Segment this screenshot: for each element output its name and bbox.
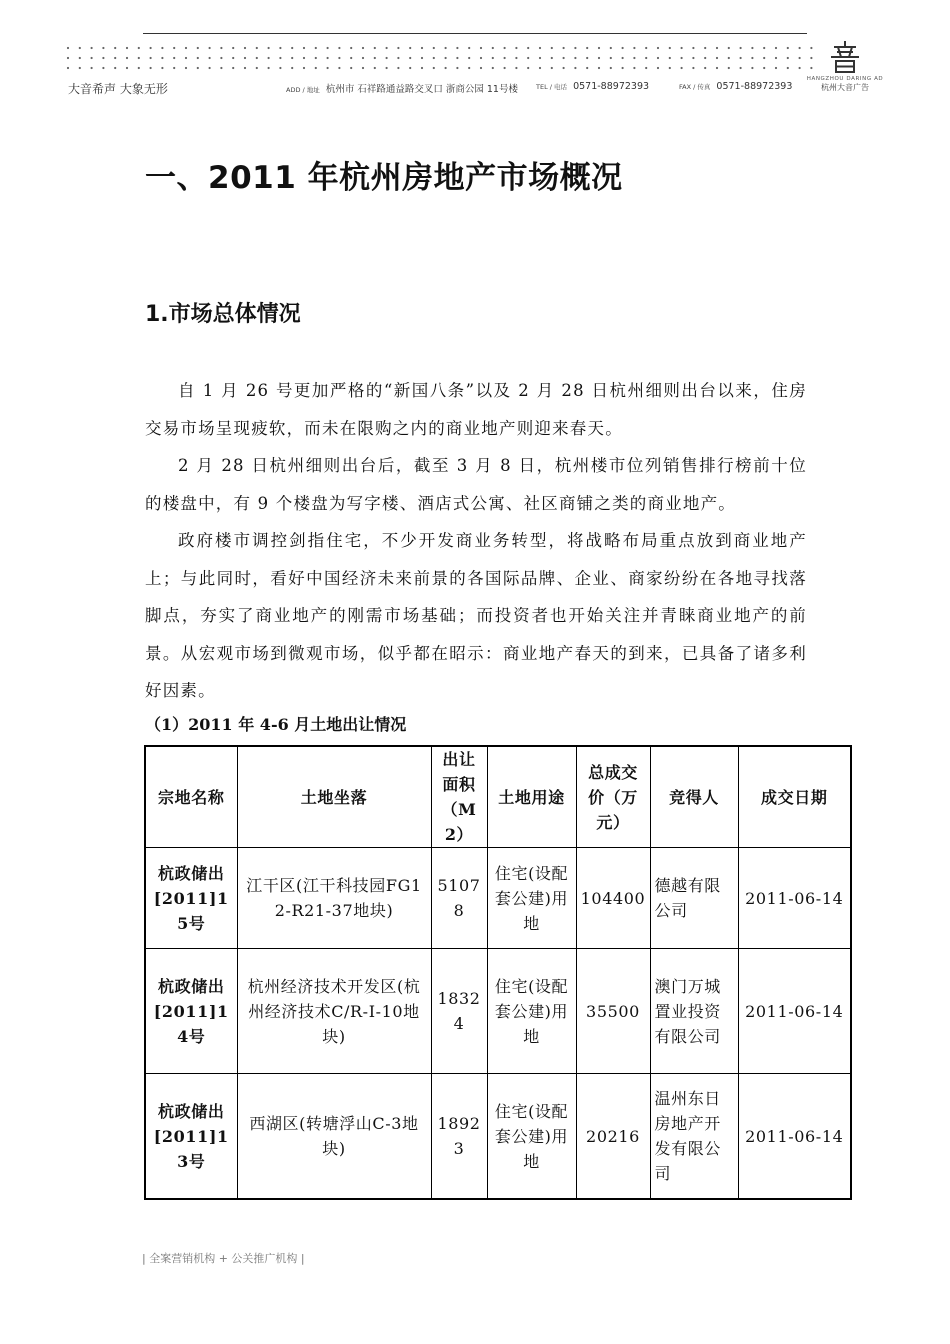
tel-number: 0571-88972393 [573,81,650,92]
cell-location: 西湖区(转塘浮山C-3地块) [237,1074,431,1200]
cell-date: 2011-06-14 [738,949,851,1074]
address-label: ADD / 地址 [286,86,320,94]
column-header: 总成交价（万元） [576,746,650,848]
cell-area: 51078 [431,848,487,949]
cell-parcel-code: 杭政储出[2011]13号 [145,1074,237,1200]
fax-label: FAX / 传真 [679,83,711,91]
header-address [286,81,518,95]
table-header-row [145,746,851,848]
cell-use: 住宅(设配套公建)用地 [487,1074,576,1200]
paragraph: 自 1 月 26 号更加严格的“新国八条”以及 2 月 28 日杭州细则出台以来，住房交易市场呈现疲软，而未在限购之内的商业地产则迎来春天。 [145,381,807,438]
tel-label: TEL / 电话 [536,83,568,91]
logo-chinese-name: 杭州大音广告 [821,83,869,92]
cell-use: 住宅(设配套公建)用地 [487,949,576,1074]
header-fax [679,81,792,92]
cell-winner: 澳门万城置业投资有限公司 [650,949,738,1074]
header-tel [536,81,649,92]
cell-location: 江干区(江干科技园FG12-R21-37地块) [237,848,431,949]
section-heading: 1.市场总体情况 [145,302,301,327]
column-header: 土地用途 [487,746,576,848]
paragraph: 政府楼市调控剑指住宅，不少开发商业务转型，将战略布局重点放到商业地产上；与此同时，看好中国经济未来前景的各国际品牌、企业、商家纷纷在各地寻找落脚点，夯实了商业地产的刚需市场基础；而投资者也开始关注并青睐商业地产的前景。从宏观市场到微观市场，似乎都在昭示：商业地产春天的到来，已具备了诸多利好因素。 [145,531,807,700]
fax-number: 0571-88972393 [716,81,793,92]
column-header: 出让面积（M2） [431,746,487,848]
cell-use: 住宅(设配套公建)用地 [487,848,576,949]
cell-parcel-code: 杭政储出[2011]15号 [145,848,237,949]
logo-mark-icon [828,40,862,74]
cell-price: 104400 [576,848,650,949]
table-caption: （1）2011 年 4-6 月土地出让情况 [145,715,407,734]
cell-location: 杭州经济技术开发区(杭州经济技术C/R-I-10地块) [237,949,431,1074]
header-slogan: 大音希声 大象无形 [68,82,168,96]
table-row [145,1074,851,1200]
logo-english-name: HANGZHOU DARING AD [806,76,884,82]
cell-winner: 德越有限公司 [650,848,738,949]
column-header: 竞得人 [650,746,738,848]
table-row [145,949,851,1074]
body-text [145,372,807,710]
page-title: 一、2011 年杭州房地产市场概况 [145,160,623,196]
cell-area: 18923 [431,1074,487,1200]
cell-area: 18324 [431,949,487,1074]
address-text: 杭州市 石祥路通益路交叉口 浙商公园 11号楼 [325,84,518,95]
cell-date: 2011-06-14 [738,848,851,949]
page-footer: | 全案营销机构 + 公关推广机构 | [142,1252,305,1265]
land-transfer-table [144,745,852,1200]
column-header: 成交日期 [738,746,851,848]
company-logo [806,40,884,93]
cell-price: 20216 [576,1074,650,1200]
cell-date: 2011-06-14 [738,1074,851,1200]
column-header: 宗地名称 [145,746,237,848]
header-dot-pattern [62,44,822,74]
table-row [145,848,851,949]
cell-price: 35500 [576,949,650,1074]
cell-winner: 温州东日房地产开发有限公司 [650,1074,738,1200]
column-header: 土地坐落 [237,746,431,848]
paragraph: 2 月 28 日杭州细则出台后，截至 3 月 8 日，杭州楼市位列销售排行榜前十位的楼盘中，有 9 个楼盘为写字楼、酒店式公寓、社区商铺之类的商业地产。 [145,456,807,513]
header-rule [143,33,807,34]
cell-parcel-code: 杭政储出[2011]14号 [145,949,237,1074]
